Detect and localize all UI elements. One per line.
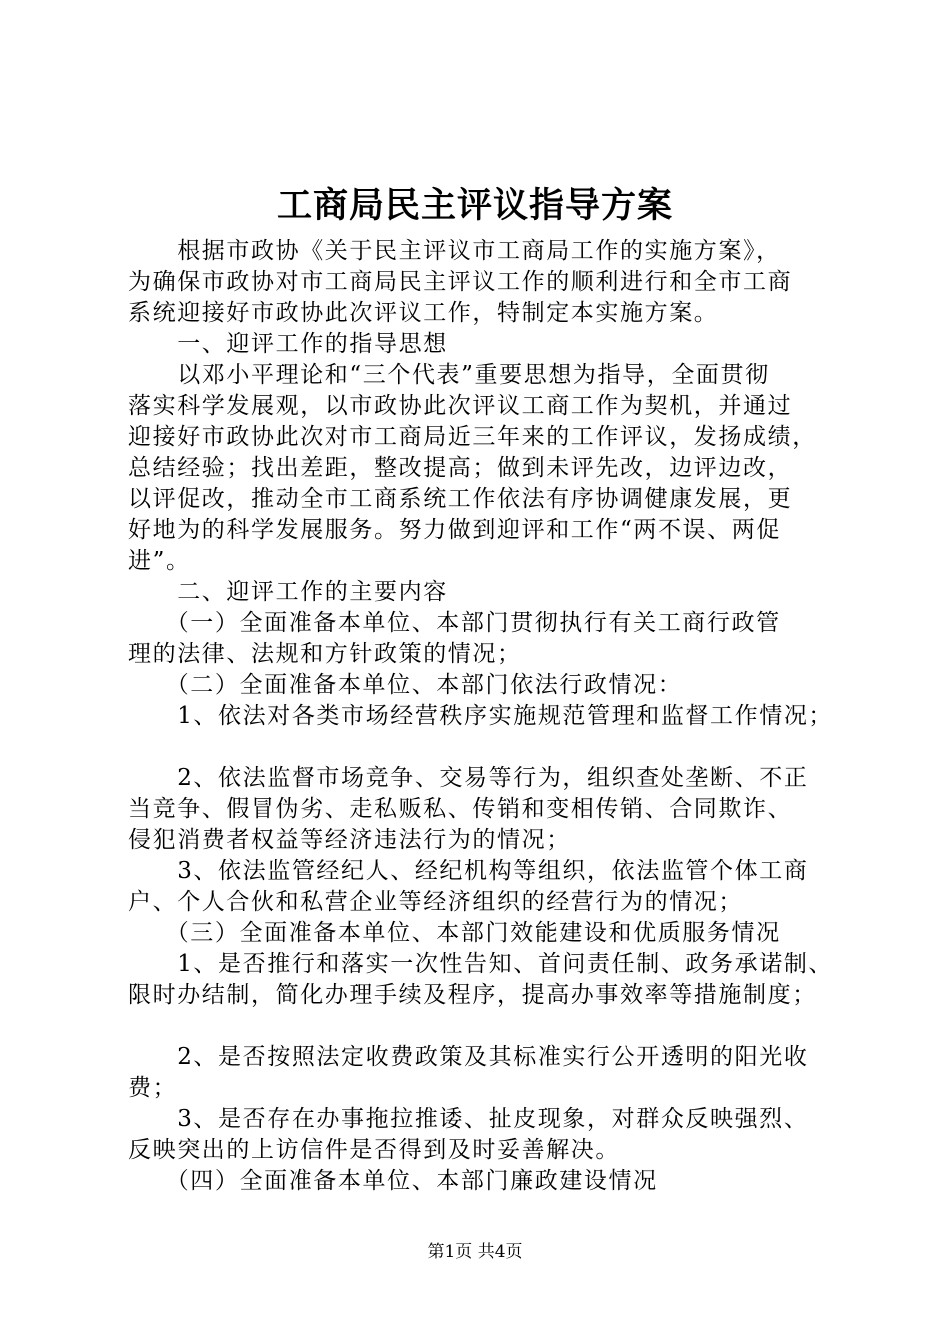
body-line: 1、依法对各类市场经营秩序实施规范管理和监督工作情况； [128,703,834,729]
body-line: 二、迎评工作的主要内容 [128,579,448,605]
body-line: 以评促改，推动全市工商系统工作依法有序协调健康发展，更 [128,486,793,512]
body-line: 根据市政协《关于民主评议市工商局工作的实施方案》， [128,238,781,264]
body-line: 进”。 [128,548,191,574]
blank-line [128,1011,840,1042]
body-line: （二）全面准备本单位、本部门依法行政情况： [128,672,683,698]
body-line: 侵犯消费者权益等经济违法行为的情况； [128,827,571,853]
body-line: （三）全面准备本单位、本部门效能建设和优质服务情况 [128,920,781,946]
body-line: 3、是否存在办事拖拉推诿、扯皮现象，对群众反映强烈、 [128,1106,809,1132]
body-line: 反映突出的上访信件是否得到及时妥善解决。 [128,1137,620,1163]
body-line: 户、个人合伙和私营企业等经济组织的经营行为的情况； [128,889,743,915]
body-line: 1、是否推行和落实一次性告知、首问责任制、政务承诺制、 [128,951,834,977]
body-line: 当竞争、假冒伪劣、走私贩私、传销和变相传销、合同欺诈、 [128,796,793,822]
body-line: 费； [128,1075,178,1101]
body-line: 以邓小平理论和“三个代表”重要思想为指导，全面贯彻 [128,362,770,388]
body-line: 2、依法监督市场竞争、交易等行为，组织查处垄断、不正 [128,765,809,791]
body-line: 2、是否按照法定收费政策及其标准实行公开透明的阳光收 [128,1044,809,1070]
body-line: （四）全面准备本单位、本部门廉政建设情况 [128,1168,658,1194]
body-line: 好地为的科学发展服务。努力做到迎评和工作“两不误、两促 [128,517,781,543]
page-footer: 第1页 共4页 [427,1242,523,1262]
body-line: （一）全面准备本单位、本部门贯彻执行有关工商行政管 [128,610,781,636]
document-body [128,236,840,1197]
body-line: 系统迎接好市政协此次评议工作，特制定本实施方案。 [128,300,719,326]
body-line: 3、依法监管经纪人、经纪机构等组织，依法监管个体工商 [128,858,809,884]
body-line: 一、迎评工作的指导思想 [128,331,448,357]
body-line: 落实科学发展观，以市政协此次评议工商工作为契机，并通过 [128,393,793,419]
blank-line [128,732,840,763]
document-title: 工商局民主评议指导方案 [276,185,673,226]
body-line: 为确保市政协对市工商局民主评议工作的顺利进行和全市工商 [128,269,793,295]
body-line: 总结经验；找出差距，整改提高；做到未评先改，边评边改， [128,455,793,481]
body-line: 限时办结制，简化办理手续及程序，提高办事效率等措施制度； [128,982,817,1008]
body-line: 理的法律、法规和方针政策的情况； [128,641,522,667]
body-line: 迎接好市政协此次对市工商局近三年来的工作评议，发扬成绩， [128,424,817,450]
